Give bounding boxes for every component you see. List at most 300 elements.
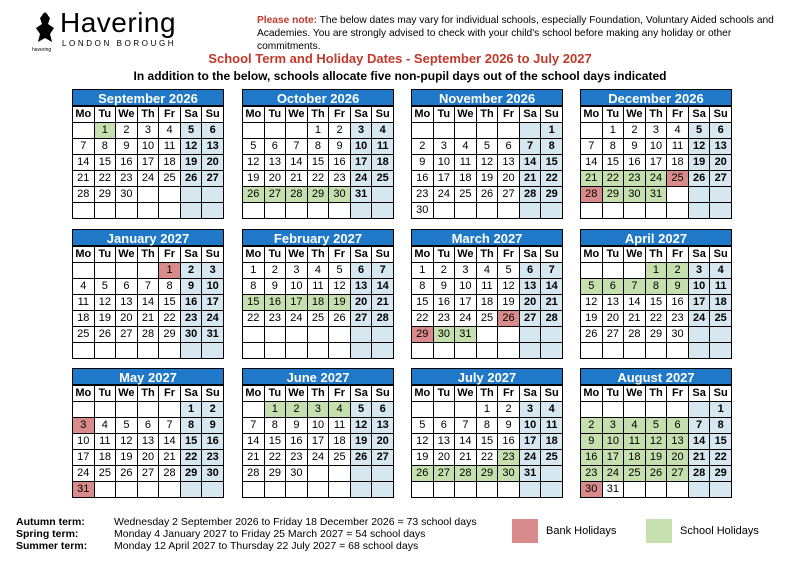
day-cell: 17	[202, 295, 224, 311]
weekday-header: Sa	[350, 386, 372, 402]
day-cell	[476, 343, 498, 359]
weekday-header: Fr	[667, 386, 689, 402]
weekday-header: Su	[372, 247, 394, 263]
day-cell: 25	[159, 171, 181, 187]
day-cell	[433, 203, 455, 219]
day-cell: 4	[307, 263, 329, 279]
weekday-header: Tu	[94, 386, 116, 402]
day-cell: 14	[73, 155, 95, 171]
day-cell: 18	[159, 155, 181, 171]
day-cell: 21	[541, 295, 563, 311]
day-cell: 7	[624, 279, 646, 295]
day-cell	[645, 343, 667, 359]
weekday-header: Th	[645, 107, 667, 123]
day-cell: 24	[455, 311, 477, 327]
weekday-header: Th	[476, 107, 498, 123]
day-cell	[476, 327, 498, 343]
day-cell: 14	[243, 434, 265, 450]
day-cell: 22	[710, 450, 732, 466]
day-cell	[688, 187, 710, 203]
day-cell: 23	[581, 466, 603, 482]
day-cell: 28	[243, 466, 265, 482]
day-cell: 25	[710, 311, 732, 327]
weekday-header: Tu	[94, 247, 116, 263]
day-cell: 16	[264, 295, 286, 311]
day-cell: 21	[159, 450, 181, 466]
day-cell: 15	[541, 155, 563, 171]
day-cell	[307, 343, 329, 359]
weekday-header: Sa	[180, 247, 202, 263]
day-cell: 26	[498, 311, 520, 327]
day-cell	[667, 482, 689, 498]
day-cell: 9	[202, 418, 224, 434]
day-cell	[159, 203, 181, 219]
day-cell: 10	[433, 155, 455, 171]
legend-school-holidays	[646, 519, 759, 543]
day-cell	[116, 263, 138, 279]
month-calendar	[242, 368, 394, 498]
day-cell: 8	[412, 279, 434, 295]
weekday-header: Th	[307, 386, 329, 402]
day-cell: 31	[350, 187, 372, 203]
day-cell: 20	[350, 295, 372, 311]
day-cell: 1	[476, 402, 498, 418]
day-cell: 29	[541, 187, 563, 203]
weekday-header: We	[116, 247, 138, 263]
day-cell: 18	[329, 434, 351, 450]
day-cell: 20	[264, 171, 286, 187]
day-cell: 28	[519, 187, 541, 203]
day-cell: 16	[116, 155, 138, 171]
day-cell: 3	[433, 139, 455, 155]
day-cell: 14	[455, 434, 477, 450]
day-cell: 22	[476, 450, 498, 466]
day-cell: 23	[264, 311, 286, 327]
day-cell	[159, 402, 181, 418]
day-cell	[541, 343, 563, 359]
weekday-header: Sa	[519, 107, 541, 123]
day-cell: 2	[667, 263, 689, 279]
day-cell: 24	[73, 466, 95, 482]
month-title: March 2027	[411, 229, 563, 246]
day-cell: 2	[581, 418, 603, 434]
weekday-header: Su	[710, 386, 732, 402]
weekday-header: Fr	[667, 247, 689, 263]
day-cell	[624, 263, 646, 279]
day-cell: 19	[243, 171, 265, 187]
day-cell	[243, 327, 265, 343]
weekday-header: Tu	[602, 107, 624, 123]
day-cell	[116, 343, 138, 359]
term-summer	[16, 540, 477, 552]
day-cell: 26	[243, 187, 265, 203]
day-cell	[519, 343, 541, 359]
day-cell: 11	[624, 434, 646, 450]
day-cell	[645, 203, 667, 219]
day-cell	[180, 343, 202, 359]
day-cell: 12	[498, 279, 520, 295]
day-cell: 21	[624, 311, 646, 327]
weekday-header: Sa	[180, 107, 202, 123]
day-cell	[350, 482, 372, 498]
day-cell: 26	[350, 450, 372, 466]
day-cell: 1	[243, 263, 265, 279]
day-cell: 30	[286, 466, 308, 482]
day-cell	[412, 123, 434, 139]
day-cell: 12	[645, 434, 667, 450]
day-cell: 6	[667, 418, 689, 434]
day-cell: 17	[73, 450, 95, 466]
month-calendar	[411, 368, 563, 498]
day-cell: 15	[94, 155, 116, 171]
day-cell: 9	[433, 279, 455, 295]
day-cell: 1	[645, 263, 667, 279]
weekday-header: Fr	[498, 247, 520, 263]
day-cell: 18	[624, 450, 646, 466]
day-cell: 10	[286, 279, 308, 295]
day-cell: 29	[602, 187, 624, 203]
day-cell: 4	[159, 123, 181, 139]
day-cell	[519, 123, 541, 139]
day-cell: 25	[476, 311, 498, 327]
term-dates	[16, 516, 477, 552]
day-cell: 16	[667, 295, 689, 311]
day-cell	[94, 263, 116, 279]
day-cell	[137, 187, 159, 203]
day-cell	[645, 482, 667, 498]
weekday-header: Tu	[433, 386, 455, 402]
day-cell: 22	[602, 171, 624, 187]
day-cell: 8	[243, 279, 265, 295]
day-cell: 4	[541, 402, 563, 418]
term-autumn	[16, 516, 477, 528]
day-cell: 8	[710, 418, 732, 434]
day-cell: 31	[455, 327, 477, 343]
day-cell: 15	[159, 295, 181, 311]
day-cell: 6	[116, 279, 138, 295]
note-text: The below dates may vary for individual schools, especially Foundation, Voluntary Aided schools and Academies. You are strongly advised to check with your child's school before making any holiday or other commitments.	[257, 15, 774, 52]
day-cell: 10	[73, 434, 95, 450]
day-cell: 15	[602, 155, 624, 171]
weekday-header: Mo	[581, 107, 603, 123]
day-cell	[350, 327, 372, 343]
day-cell: 19	[116, 450, 138, 466]
page-subtitle: In addition to the below, schools allocate five non-pupil days out of the school days indicated	[133, 69, 667, 83]
day-cell: 4	[667, 123, 689, 139]
day-cell: 7	[159, 418, 181, 434]
day-cell: 26	[412, 466, 434, 482]
day-cell: 30	[116, 187, 138, 203]
day-cell: 6	[602, 279, 624, 295]
day-cell: 17	[137, 155, 159, 171]
day-cell	[498, 203, 520, 219]
day-cell: 3	[602, 418, 624, 434]
day-cell	[455, 203, 477, 219]
day-cell: 28	[541, 311, 563, 327]
day-cell: 4	[624, 418, 646, 434]
day-cell: 11	[73, 295, 95, 311]
day-cell: 14	[688, 434, 710, 450]
day-cell: 5	[329, 263, 351, 279]
day-cell: 2	[412, 139, 434, 155]
day-cell: 2	[498, 402, 520, 418]
day-cell: 21	[581, 171, 603, 187]
day-cell: 16	[581, 450, 603, 466]
day-cell: 7	[286, 139, 308, 155]
day-cell: 8	[541, 139, 563, 155]
day-cell: 3	[519, 402, 541, 418]
day-cell: 20	[710, 155, 732, 171]
weekday-header: Th	[137, 247, 159, 263]
day-cell	[455, 402, 477, 418]
day-cell	[329, 327, 351, 343]
day-cell: 25	[329, 450, 351, 466]
day-cell: 29	[159, 327, 181, 343]
weekday-header: Tu	[264, 386, 286, 402]
day-cell	[476, 482, 498, 498]
day-cell: 28	[624, 327, 646, 343]
day-cell: 6	[137, 418, 159, 434]
weekday-header: We	[116, 386, 138, 402]
day-cell	[519, 482, 541, 498]
day-cell: 19	[476, 171, 498, 187]
day-cell: 8	[264, 418, 286, 434]
day-cell: 10	[307, 418, 329, 434]
day-cell: 27	[710, 171, 732, 187]
weekday-header: Sa	[688, 386, 710, 402]
day-cell: 20	[137, 450, 159, 466]
day-cell: 17	[433, 171, 455, 187]
day-cell: 5	[116, 418, 138, 434]
month-title: August 2027	[580, 368, 732, 385]
day-cell	[602, 263, 624, 279]
day-cell: 6	[350, 263, 372, 279]
day-cell: 18	[541, 434, 563, 450]
day-cell: 11	[710, 279, 732, 295]
month-title: December 2026	[580, 89, 732, 106]
day-cell: 28	[137, 327, 159, 343]
day-cell	[372, 343, 394, 359]
day-cell: 23	[202, 450, 224, 466]
day-cell: 30	[498, 466, 520, 482]
day-cell: 6	[372, 402, 394, 418]
day-cell	[667, 187, 689, 203]
day-cell	[137, 203, 159, 219]
day-cell: 1	[264, 402, 286, 418]
month-title: January 2027	[72, 229, 224, 246]
day-cell: 21	[519, 171, 541, 187]
day-cell: 5	[180, 123, 202, 139]
day-cell: 31	[519, 466, 541, 482]
day-cell	[688, 327, 710, 343]
weekday-header: Fr	[667, 107, 689, 123]
day-cell: 15	[180, 434, 202, 450]
day-cell: 9	[498, 418, 520, 434]
day-cell	[645, 402, 667, 418]
day-cell: 21	[688, 450, 710, 466]
day-cell	[159, 343, 181, 359]
day-cell: 4	[94, 418, 116, 434]
day-cell: 12	[476, 155, 498, 171]
day-cell: 5	[688, 123, 710, 139]
day-cell: 28	[73, 187, 95, 203]
day-cell	[73, 123, 95, 139]
month-calendar	[72, 368, 224, 498]
day-cell	[73, 203, 95, 219]
day-cell	[498, 327, 520, 343]
weekday-header: Sa	[180, 386, 202, 402]
day-cell: 23	[412, 187, 434, 203]
day-cell	[94, 203, 116, 219]
term-spring	[16, 528, 477, 540]
day-cell: 3	[455, 263, 477, 279]
weekday-header: We	[624, 247, 646, 263]
day-cell: 8	[180, 418, 202, 434]
day-cell: 20	[667, 450, 689, 466]
logo-name: Havering	[60, 7, 177, 38]
day-cell: 12	[243, 155, 265, 171]
day-cell	[498, 123, 520, 139]
day-cell	[372, 327, 394, 343]
weekday-header: Th	[307, 247, 329, 263]
day-cell: 22	[307, 171, 329, 187]
day-cell	[602, 402, 624, 418]
day-cell: 27	[372, 450, 394, 466]
month-title: April 2027	[580, 229, 732, 246]
day-cell: 28	[688, 466, 710, 482]
month-title: May 2027	[72, 368, 224, 385]
day-cell: 9	[329, 139, 351, 155]
day-cell: 7	[455, 418, 477, 434]
day-cell: 18	[94, 450, 116, 466]
day-cell	[710, 327, 732, 343]
day-cell: 2	[116, 123, 138, 139]
school-holiday-swatch	[646, 519, 672, 543]
weekday-header: Fr	[159, 107, 181, 123]
day-cell: 7	[73, 139, 95, 155]
day-cell: 11	[455, 155, 477, 171]
day-cell: 29	[307, 187, 329, 203]
logo-tiny-text: havering	[32, 47, 52, 53]
day-cell: 12	[329, 279, 351, 295]
weekday-header: Th	[645, 247, 667, 263]
day-cell: 20	[202, 155, 224, 171]
weekday-header: Mo	[243, 107, 265, 123]
day-cell	[498, 343, 520, 359]
day-cell	[412, 343, 434, 359]
month-title: February 2027	[242, 229, 394, 246]
weekday-header: Su	[202, 386, 224, 402]
weekday-header: Sa	[350, 107, 372, 123]
day-cell: 30	[624, 187, 646, 203]
weekday-header: We	[116, 107, 138, 123]
day-cell	[264, 343, 286, 359]
day-cell	[624, 203, 646, 219]
day-cell: 3	[350, 123, 372, 139]
day-cell: 12	[350, 418, 372, 434]
day-cell: 19	[412, 450, 434, 466]
day-cell	[264, 203, 286, 219]
weekday-header: Fr	[498, 107, 520, 123]
day-cell: 1	[541, 123, 563, 139]
day-cell: 21	[137, 311, 159, 327]
day-cell: 25	[455, 187, 477, 203]
day-cell: 17	[350, 155, 372, 171]
day-cell: 7	[137, 279, 159, 295]
day-cell: 14	[541, 279, 563, 295]
day-cell	[710, 343, 732, 359]
day-cell: 24	[286, 311, 308, 327]
day-cell: 8	[159, 279, 181, 295]
day-cell: 16	[329, 155, 351, 171]
day-cell	[286, 123, 308, 139]
day-cell: 11	[541, 418, 563, 434]
term-text: Monday 4 January 2027 to Friday 25 March 2027 = 54 school days	[114, 528, 426, 540]
day-cell: 6	[433, 418, 455, 434]
weekday-header: Tu	[602, 386, 624, 402]
day-cell: 27	[264, 187, 286, 203]
day-cell: 24	[519, 450, 541, 466]
day-cell	[498, 482, 520, 498]
day-cell: 26	[116, 466, 138, 482]
day-cell: 19	[180, 155, 202, 171]
day-cell: 19	[688, 155, 710, 171]
weekday-header: We	[624, 107, 646, 123]
day-cell: 14	[137, 295, 159, 311]
day-cell	[116, 203, 138, 219]
day-cell	[710, 187, 732, 203]
day-cell	[307, 327, 329, 343]
day-cell: 25	[94, 466, 116, 482]
day-cell	[372, 203, 394, 219]
weekday-header: We	[455, 107, 477, 123]
day-cell: 15	[645, 295, 667, 311]
day-cell: 18	[307, 295, 329, 311]
day-cell: 24	[137, 171, 159, 187]
legend-label: Bank Holidays	[546, 525, 617, 537]
day-cell: 11	[307, 279, 329, 295]
day-cell: 27	[498, 187, 520, 203]
day-cell: 20	[602, 311, 624, 327]
day-cell: 14	[624, 295, 646, 311]
day-cell	[137, 402, 159, 418]
day-cell: 29	[180, 466, 202, 482]
day-cell: 19	[350, 434, 372, 450]
day-cell: 3	[688, 263, 710, 279]
day-cell: 17	[602, 450, 624, 466]
day-cell: 8	[307, 139, 329, 155]
month-calendar	[411, 89, 563, 219]
day-cell: 20	[519, 295, 541, 311]
day-cell: 16	[412, 171, 434, 187]
day-cell: 3	[137, 123, 159, 139]
day-cell	[94, 343, 116, 359]
weekday-header: Fr	[329, 107, 351, 123]
weekday-header: Su	[372, 107, 394, 123]
day-cell: 3	[307, 402, 329, 418]
month-calendar	[242, 89, 394, 219]
day-cell	[688, 203, 710, 219]
day-cell: 27	[137, 466, 159, 482]
day-cell	[624, 343, 646, 359]
day-cell	[602, 203, 624, 219]
day-cell: 15	[412, 295, 434, 311]
day-cell: 9	[412, 155, 434, 171]
weekday-header: Tu	[433, 107, 455, 123]
day-cell	[710, 482, 732, 498]
day-cell: 9	[667, 279, 689, 295]
weekday-header: We	[286, 107, 308, 123]
